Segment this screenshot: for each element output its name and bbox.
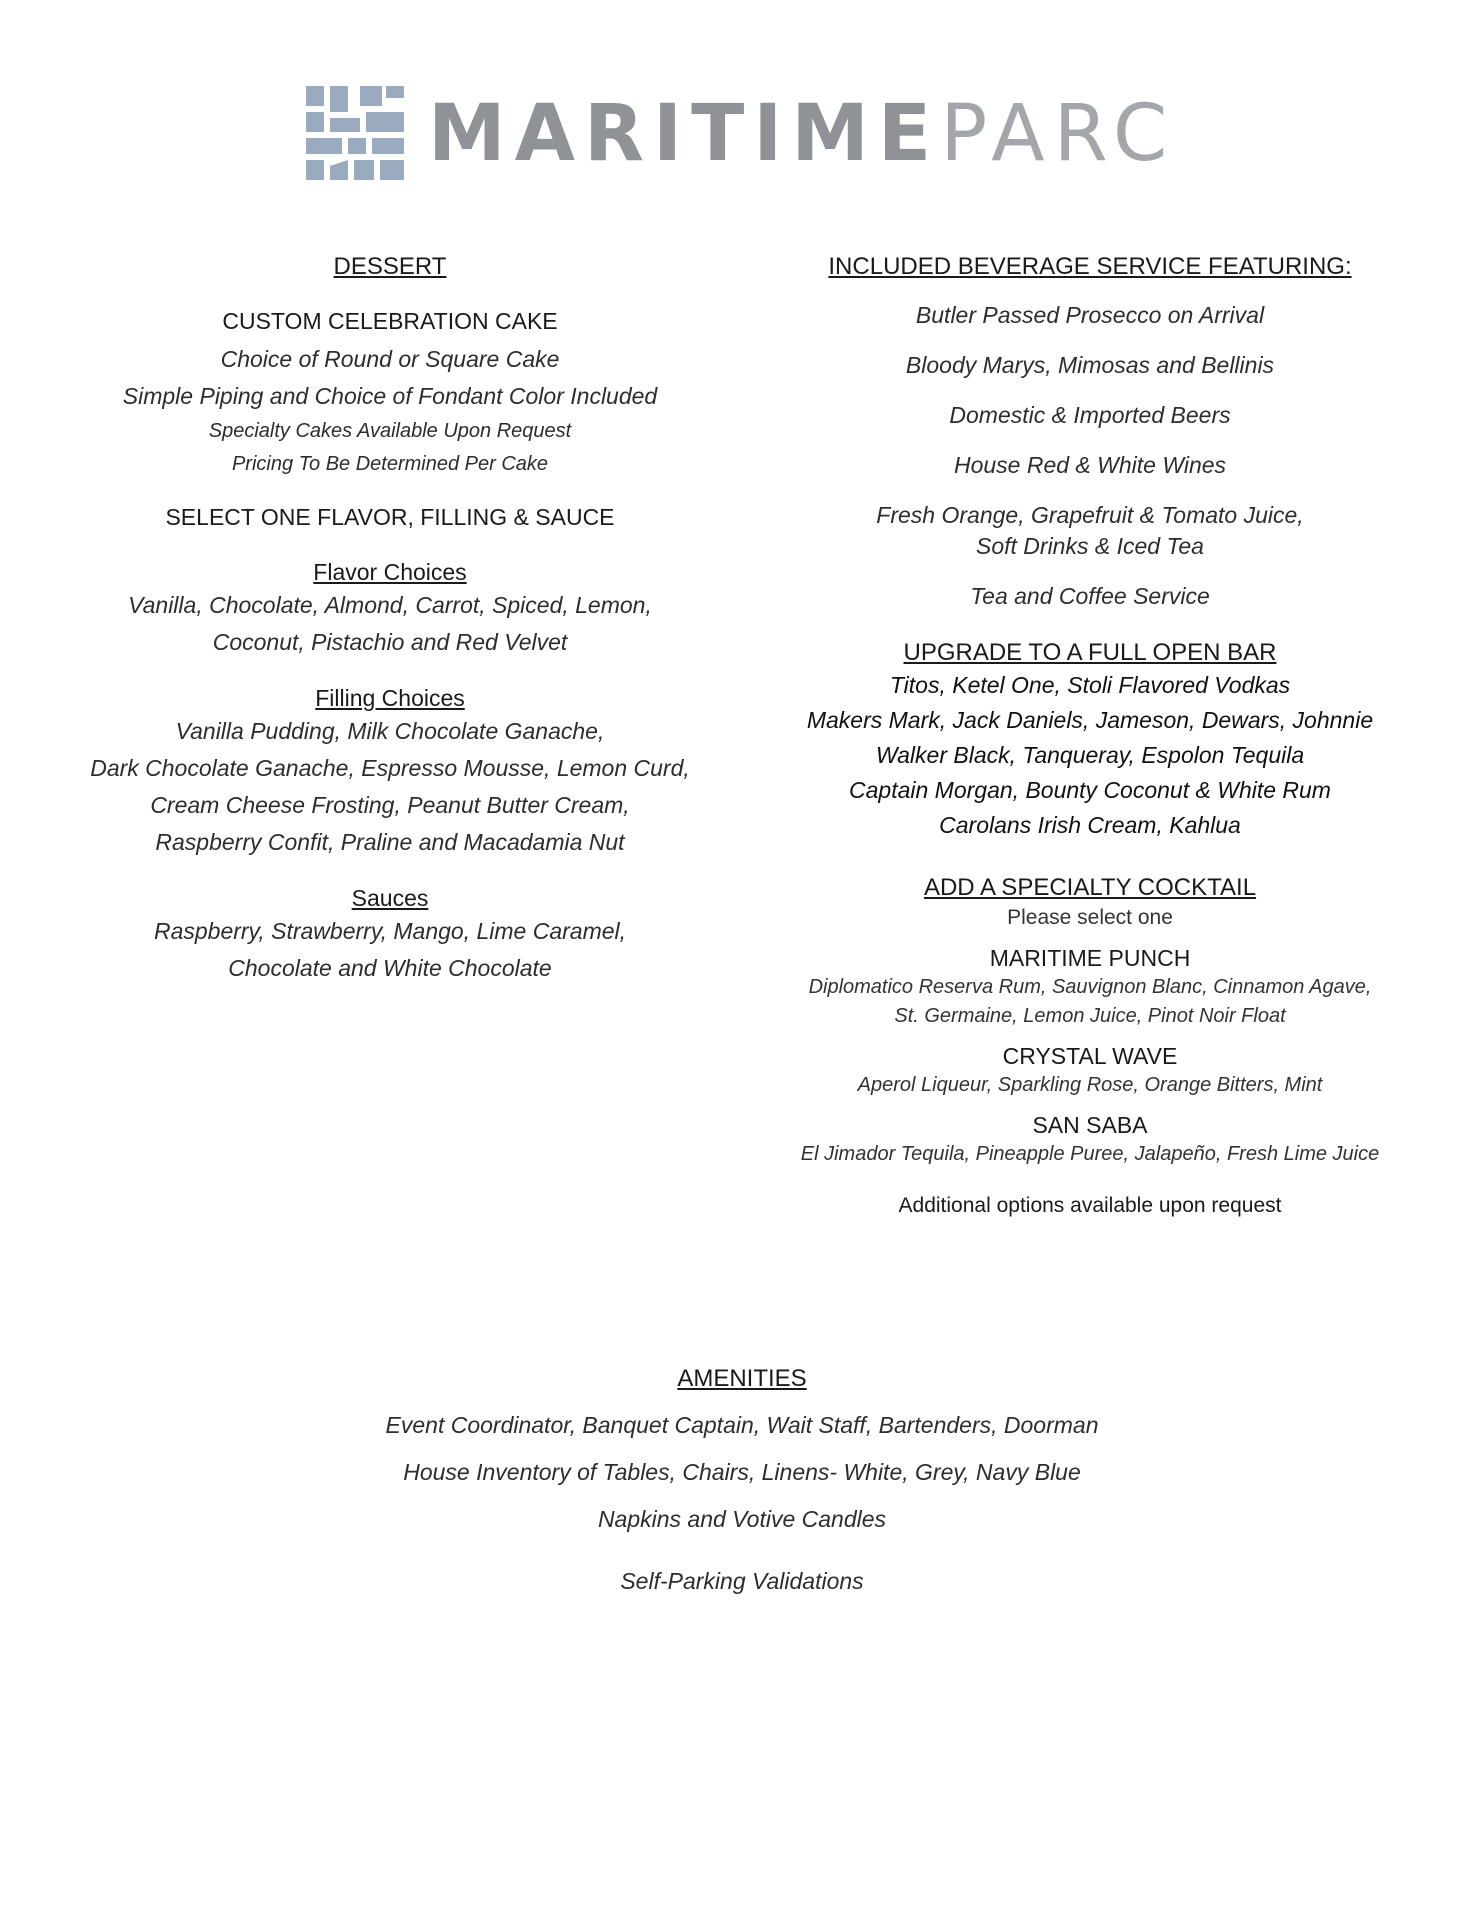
- brand-logo: [306, 84, 1186, 184]
- open-bar-title: UPGRADE TO A FULL OPEN BAR: [903, 639, 1277, 666]
- brand-word-maritime: MARITIME: [428, 89, 941, 179]
- filling-line: Vanilla Pudding, Milk Chocolate Ganache,: [175, 718, 605, 744]
- juice-line: Fresh Orange, Grapefruit & Tomato Juice,: [876, 502, 1304, 528]
- open-bar-line: Carolans Irish Cream, Kahlua: [939, 812, 1241, 838]
- cake-note: Specialty Cakes Available Upon Request: [208, 420, 572, 442]
- beverage-item: Bloody Marys, Mimosas and Bellinis: [905, 352, 1275, 378]
- beverage-title: INCLUDED BEVERAGE SERVICE FEATURING:: [828, 253, 1352, 280]
- sauces-title: Sauces: [351, 885, 429, 911]
- beverage-item: House Red & White Wines: [953, 452, 1227, 478]
- open-bar-line: Makers Mark, Jack Daniels, Jameson, Dewars, Johnnie: [806, 707, 1374, 733]
- cocktail-name: CRYSTAL WAVE: [1002, 1043, 1178, 1069]
- cocktail-subtitle: Please select one: [1007, 906, 1173, 929]
- sauces-line: Raspberry, Strawberry, Mango, Lime Caramel,: [153, 918, 627, 944]
- filling-line: Raspberry Confit, Praline and Macadamia Nut: [155, 829, 625, 855]
- cocktail-note: Additional options available upon request: [898, 1194, 1282, 1217]
- amenities-section: [242, 1364, 1242, 1613]
- flavor-line: Vanilla, Chocolate, Almond, Carrot, Spiced, Lemon,: [128, 592, 652, 618]
- cake-line: Simple Piping and Choice of Fondant Color Included: [122, 383, 658, 409]
- amenity-item: Napkins and Votive Candles: [597, 1506, 887, 1532]
- filling-line: Cream Cheese Frosting, Peanut Butter Cream,: [150, 792, 630, 818]
- cocktail-desc: St. Germaine, Lemon Juice, Pinot Noir Float: [894, 1005, 1286, 1027]
- cocktail-name: SAN SABA: [1032, 1112, 1148, 1138]
- cocktail-desc: Diplomatico Reserva Rum, Sauvignon Blanc, Cinnamon Agave,: [808, 976, 1372, 998]
- cake-line: Choice of Round or Square Cake: [220, 346, 560, 372]
- brand-word-parc: PARC: [940, 89, 1177, 179]
- dessert-title: DESSERT: [333, 253, 447, 280]
- parking-item: Self-Parking Validations: [620, 1568, 864, 1594]
- amenity-item: Event Coordinator, Banquet Captain, Wait Staff, Bartenders, Doorman: [385, 1412, 1099, 1438]
- brand-wordmark: [428, 84, 1176, 184]
- beverage-item: Domestic & Imported Beers: [949, 402, 1231, 428]
- filling-line: Dark Chocolate Ganache, Espresso Mousse, Lemon Curd,: [90, 755, 690, 781]
- juice-line: Soft Drinks & Iced Tea: [976, 533, 1204, 559]
- open-bar-line: Walker Black, Tanqueray, Espolon Tequila: [875, 742, 1305, 768]
- open-bar-line: Titos, Ketel One, Stoli Flavored Vodkas: [889, 672, 1291, 698]
- select-heading: SELECT ONE FLAVOR, FILLING & SAUCE: [165, 504, 615, 530]
- cocktail-desc: Aperol Liqueur, Sparkling Rose, Orange Bitters, Mint: [857, 1074, 1323, 1096]
- cocktail-name: MARITIME PUNCH: [989, 945, 1191, 971]
- amenities-title: AMENITIES: [677, 1365, 807, 1392]
- building-grid-logo-icon: [306, 86, 406, 182]
- beverage-item: Butler Passed Prosecco on Arrival: [915, 302, 1265, 328]
- cake-heading: CUSTOM CELEBRATION CAKE: [222, 308, 558, 334]
- sauces-line: Chocolate and White Chocolate: [228, 955, 552, 981]
- beverage-section: [770, 252, 1410, 1221]
- flavor-line: Coconut, Pistachio and Red Velvet: [212, 629, 568, 655]
- amenity-item: House Inventory of Tables, Chairs, Linens- White, Grey, Navy Blue: [403, 1459, 1081, 1485]
- cocktail-desc: El Jimador Tequila, Pineapple Puree, Jalapeño, Fresh Lime Juice: [800, 1143, 1380, 1165]
- dessert-section: [70, 252, 710, 987]
- cocktail-title: ADD A SPECIALTY COCKTAIL: [923, 874, 1257, 901]
- flavor-title: Flavor Choices: [313, 559, 467, 585]
- open-bar-line: Captain Morgan, Bounty Coconut & White Rum: [849, 777, 1331, 803]
- cake-note: Pricing To Be Determined Per Cake: [231, 453, 549, 475]
- tea-coffee-item: Tea and Coffee Service: [970, 583, 1210, 609]
- filling-title: Filling Choices: [315, 685, 465, 711]
